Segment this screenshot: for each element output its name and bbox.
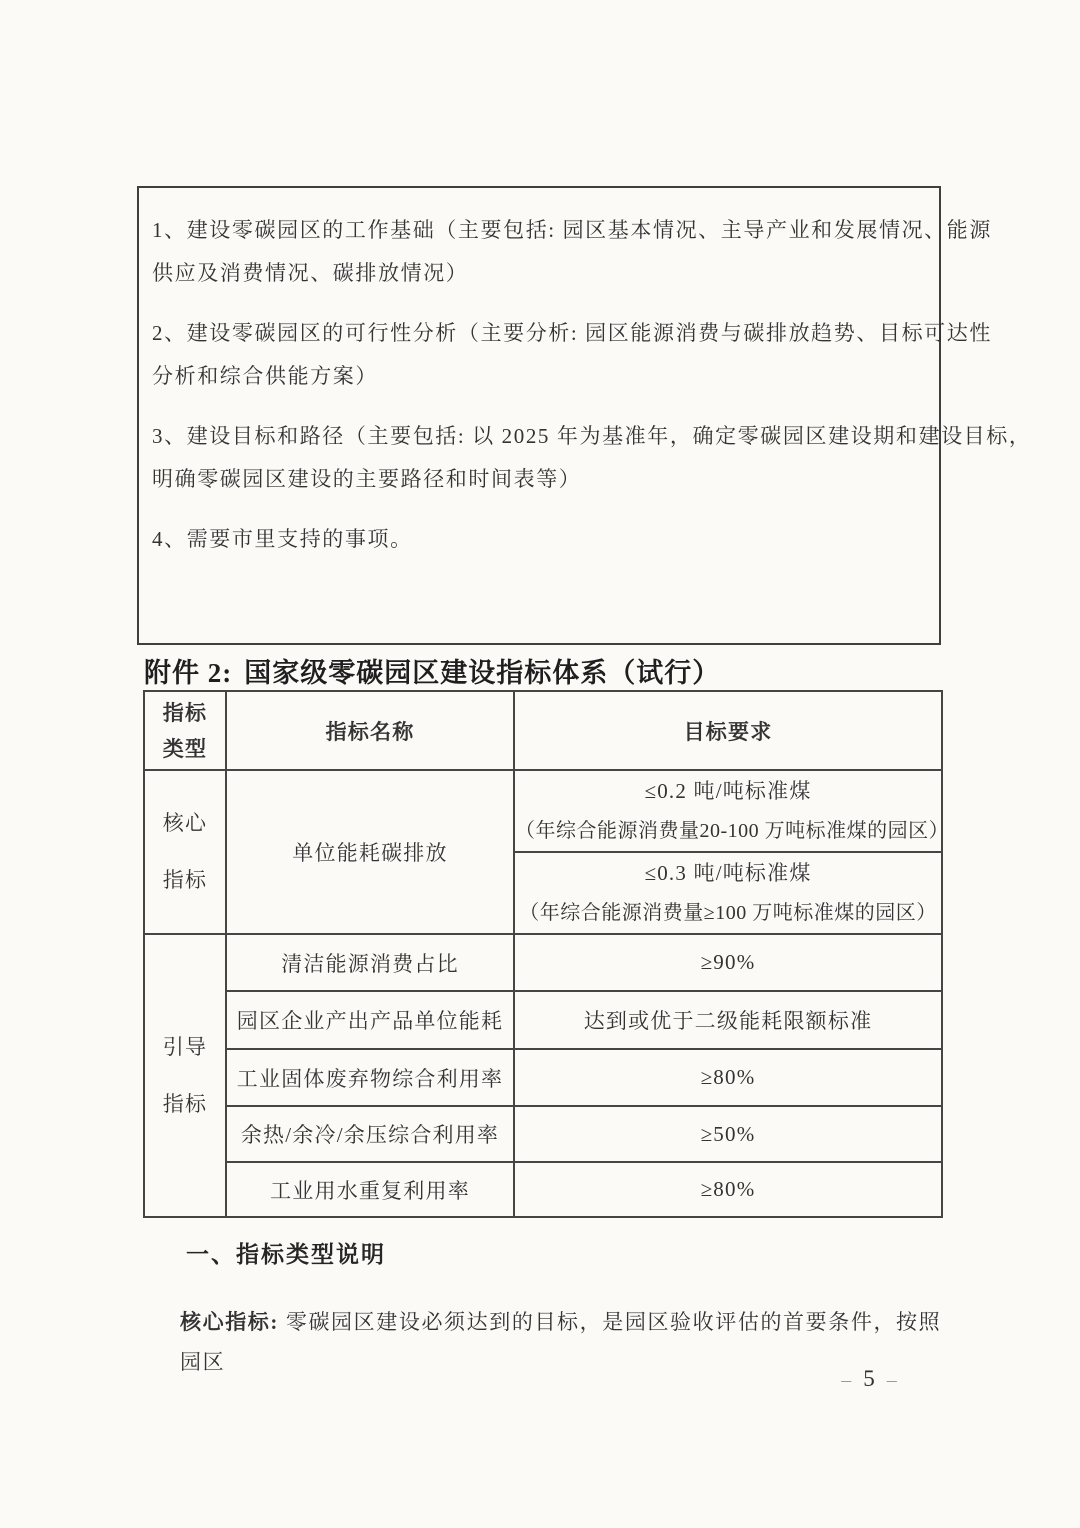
notice-item-2-line-2: 分析和综合供能方案） [152, 364, 378, 388]
notice-box [137, 186, 1032, 645]
cell-core-type: 核心 指标 [144, 770, 226, 934]
cell-guide-type: 引导 指标 [144, 934, 226, 1217]
cell-core-req-2: ≤0.3 吨/吨标准煤 （年综合能源消费量≥100 万吨标准煤的园区） [514, 852, 942, 934]
table-row-guide-5 [144, 1162, 942, 1217]
cell-guide-req-2: 达到或优于二级能耗限额标准 [514, 991, 942, 1049]
table-header-row [144, 691, 942, 770]
notice-item-3 [152, 415, 1032, 501]
cell-guide-indicator-2: 园区企业产出产品单位能耗 [226, 991, 514, 1049]
notice-item-4-line-1: 4、需要市里支持的事项。 [152, 527, 413, 551]
page-number [820, 1366, 920, 1392]
header-cell-type: 指标 类型 [144, 691, 226, 770]
table-row-guide-1 [144, 934, 942, 991]
table-row-core-1 [144, 770, 942, 852]
attachment-heading [144, 651, 720, 690]
cell-guide-req-4: ≥50% [514, 1106, 942, 1162]
attachment-label: 附件 2: [144, 658, 233, 688]
notice-item-1-line-1: 1、建设零碳园区的工作基础（主要包括: 园区基本情况、主导产业和发展情况、能源 [152, 218, 992, 242]
notice-item-1-line-2: 供应及消费情况、碳排放情况） [152, 261, 469, 285]
attachment-title: 国家级零碳园区建设指标体系（试行） [244, 658, 721, 688]
notice-item-2-line-1: 2、建设零碳园区的可行性分析（主要分析: 园区能源消费与碳排放趋势、目标可达性 [152, 321, 992, 345]
cell-guide-indicator-3: 工业固体废弃物综合利用率 [226, 1049, 514, 1106]
table-row-guide-4 [144, 1106, 942, 1162]
cell-guide-indicator-4: 余热/余冷/余压综合利用率 [226, 1106, 514, 1162]
cell-guide-req-5: ≥80% [514, 1162, 942, 1217]
cell-guide-req-1: ≥90% [514, 934, 942, 991]
notice-item-3-line-1: 3、建设目标和路径（主要包括: 以 2025 年为基准年，确定零碳园区建设期和建设目标， [152, 424, 1032, 448]
header-cell-requirement: 目标要求 [514, 691, 942, 770]
notes-section-heading: 一、指标类型说明 [186, 1242, 386, 1267]
page-number-value: 5 [863, 1366, 877, 1391]
table-row-guide-2 [144, 991, 942, 1049]
cell-guide-indicator-5: 工业用水重复利用率 [226, 1162, 514, 1217]
indicator-table [143, 690, 950, 1218]
notice-item-1 [152, 209, 992, 295]
cell-guide-req-3: ≥80% [514, 1049, 942, 1106]
cell-core-req-1: ≤0.2 吨/吨标准煤 （年综合能源消费量20-100 万吨标准煤的园区） [514, 770, 942, 852]
notes-core-term: 核心指标: [180, 1310, 279, 1334]
table-row-guide-3 [144, 1049, 942, 1106]
cell-core-indicator: 单位能耗碳排放 [226, 770, 514, 934]
page-number-dash-left: – [841, 1369, 854, 1391]
header-cell-name: 指标名称 [226, 691, 514, 770]
page-number-dash-right: – [886, 1369, 899, 1391]
notice-item-4 [152, 518, 927, 561]
notice-item-2 [152, 312, 992, 398]
notice-item-3-line-2: 明确零碳园区建设的主要路径和时间表等） [152, 467, 582, 491]
notes-core-description: 零碳园区建设必须达到的目标，是园区验收评估的首要条件，按照园区 [180, 1310, 942, 1374]
cell-guide-indicator-1: 清洁能源消费占比 [226, 934, 514, 991]
